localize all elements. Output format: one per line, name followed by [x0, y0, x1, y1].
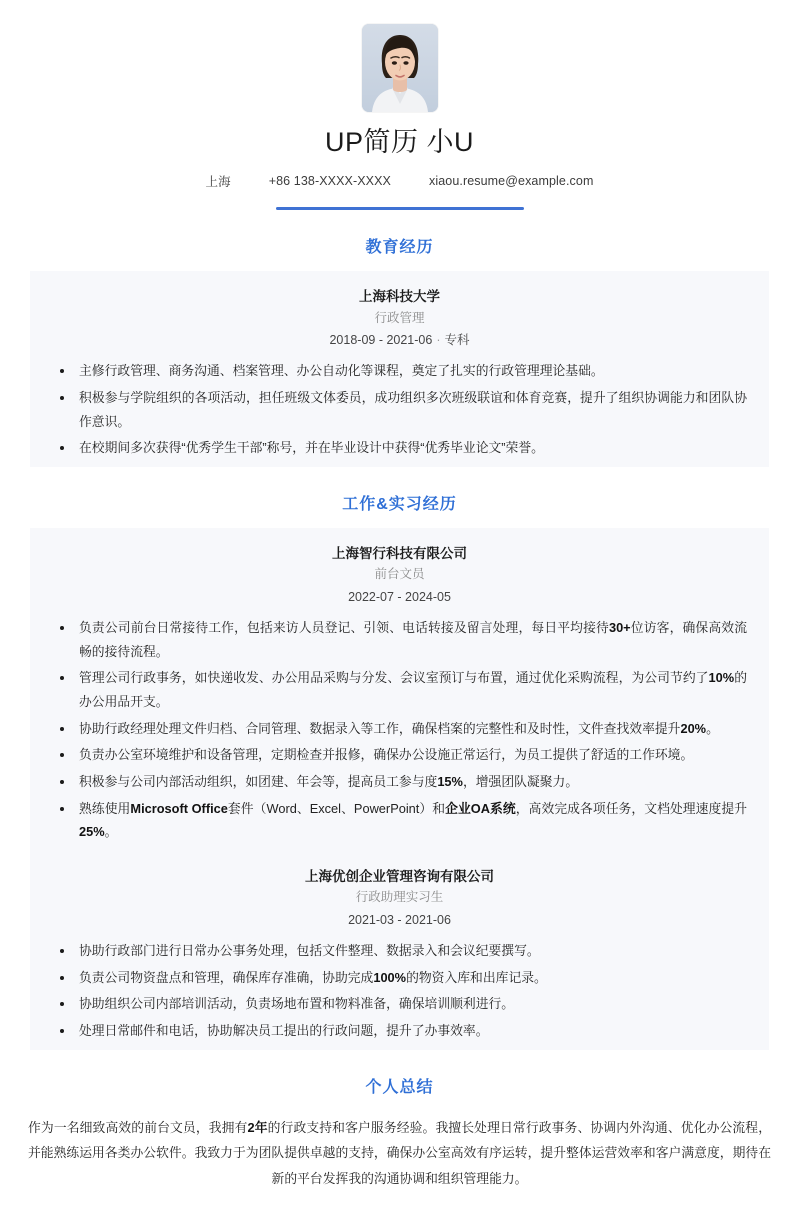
- emphasis-text: 30+: [608, 620, 631, 636]
- emphasis-text: 2年: [247, 1119, 268, 1135]
- photo-container: [30, 24, 769, 112]
- experience-section: [0, 234, 799, 467]
- contact-email: xiaou.resume@example.com: [429, 174, 594, 189]
- header-divider: [276, 207, 524, 210]
- entry-organization: 上海智行科技有限公司: [332, 546, 467, 562]
- entry-date-range: 2021-03 - 2021-06: [348, 912, 451, 927]
- emphasis-text: 10%: [708, 670, 735, 686]
- entry-header: [30, 867, 769, 931]
- bullet-list: [30, 616, 769, 844]
- bullet-list: [30, 359, 769, 460]
- emphasis-text: Microsoft Office: [130, 800, 228, 816]
- entry-dates: [30, 329, 769, 352]
- bullet-item: 管理公司行政事务，如快递收发、办公用品采购与分发、会议室预订与布置，通过优化采购流程，为公司节约了10%的办公用品开支。: [48, 666, 747, 713]
- bullet-item: 熟练使用Microsoft Office套件（Word、Excel、PowerPoint）和企业OA系统，高效完成各项任务，文档处理速度提升25%。: [48, 797, 747, 844]
- emphasis-text: 15%: [437, 774, 463, 790]
- experience-entry: [30, 851, 769, 1050]
- emphasis-text: 企业OA系统: [445, 800, 516, 816]
- candidate-name: UP简历 小U: [324, 127, 474, 157]
- contact-phone: +86 138-XXXX-XXXX: [268, 174, 391, 189]
- bullet-item: 积极参与公司内部活动组织，如团建、年会等，提高员工参与度15%，增强团队凝聚力。: [48, 770, 747, 794]
- entry-role: 行政助理实习生: [355, 890, 444, 905]
- entry-header: [30, 544, 769, 608]
- profile-photo: [362, 24, 438, 112]
- entry-date-range: 2022-07 - 2024-05: [348, 589, 451, 604]
- bullet-item: 负责办公室环境维护和设备管理，定期检查并报修，确保办公设施正常运行，为员工提供了舒适的工作环境。: [48, 743, 747, 767]
- experience-entry: [30, 271, 769, 467]
- bullet-list: [30, 939, 769, 1043]
- section-title: 教育经历: [365, 239, 434, 257]
- bullet-item: 处理日常邮件和电话，协助解决员工提出的行政问题，提升了办事效率。: [48, 1019, 747, 1043]
- section-title-summary: 个人总结: [365, 1078, 434, 1096]
- resume-header: [0, 0, 799, 210]
- emphasis-text: 25%: [79, 824, 105, 840]
- entry-dates: [30, 909, 769, 932]
- entry-degree: 专科: [444, 332, 470, 347]
- emphasis-text: 100%: [373, 969, 407, 985]
- bullet-item: 负责公司物资盘点和管理，确保库存准确，协助完成100%的物资入库和出库记录。: [48, 966, 747, 990]
- bullet-item: 积极参与学院组织的各项活动，担任班级文体委员，成功组织多次班级联谊和体育竞赛，提升了组织协调能力和团队协作意识。: [48, 386, 747, 433]
- entry-role: 行政管理: [374, 310, 425, 325]
- entry-header: [30, 287, 769, 351]
- bullet-item: 在校期间多次获得“优秀学生干部”称号，并在毕业设计中获得“优秀毕业论文”荣誉。: [48, 436, 747, 460]
- bullet-item: 协助行政部门进行日常办公事务处理，包括文件整理、数据录入和会议纪要撰写。: [48, 939, 747, 963]
- entry-dates: [30, 586, 769, 609]
- bullet-item: 负责公司前台日常接待工作，包括来访人员登记、引领、电话转接及留言处理，每日平均接待30+位访客，确保高效流畅的接待流程。: [48, 616, 747, 663]
- contact-location: 上海: [205, 175, 231, 190]
- resume-sections: [0, 234, 799, 1049]
- entry-role: 前台文员: [374, 567, 425, 582]
- section-title: 工作&实习经历: [342, 496, 457, 514]
- entry-date-range: 2018-09 - 2021-06: [329, 332, 433, 347]
- experience-section: [0, 491, 799, 1050]
- bullet-item: 协助组织公司内部培训活动，负责场地布置和物料准备，确保培训顺利进行。: [48, 992, 747, 1016]
- entry-organization: 上海科技大学: [359, 289, 440, 305]
- entry-separator: ·: [436, 332, 441, 347]
- bullet-item: 协助行政经理处理文件归档、合同管理、数据录入等工作，确保档案的完整性和及时性，文件查找效率提升20%。: [48, 717, 747, 741]
- contact-row: [30, 172, 769, 190]
- summary-text: 作为一名细致高效的前台文员，我拥有2年的行政支持和客户服务经验。我擅长处理日常行政事务、协调内外沟通、优化办公流程，并能熟练运用各类办公软件。我致力于为团队提供卓越的支持，确保办公室高效有序运转，提升整体运营效率和客户满意度，期待在新的平台发挥我的沟通协调和组织管理能力。: [28, 1119, 772, 1186]
- entry-organization: 上海优创企业管理咨询有限公司: [305, 869, 494, 885]
- bullet-item: 主修行政管理、商务沟通、档案管理、办公自动化等课程，奠定了扎实的行政管理理论基础。: [48, 359, 747, 383]
- summary-section: [0, 1074, 799, 1218]
- emphasis-text: 20%: [680, 720, 707, 736]
- experience-entry: [30, 528, 769, 851]
